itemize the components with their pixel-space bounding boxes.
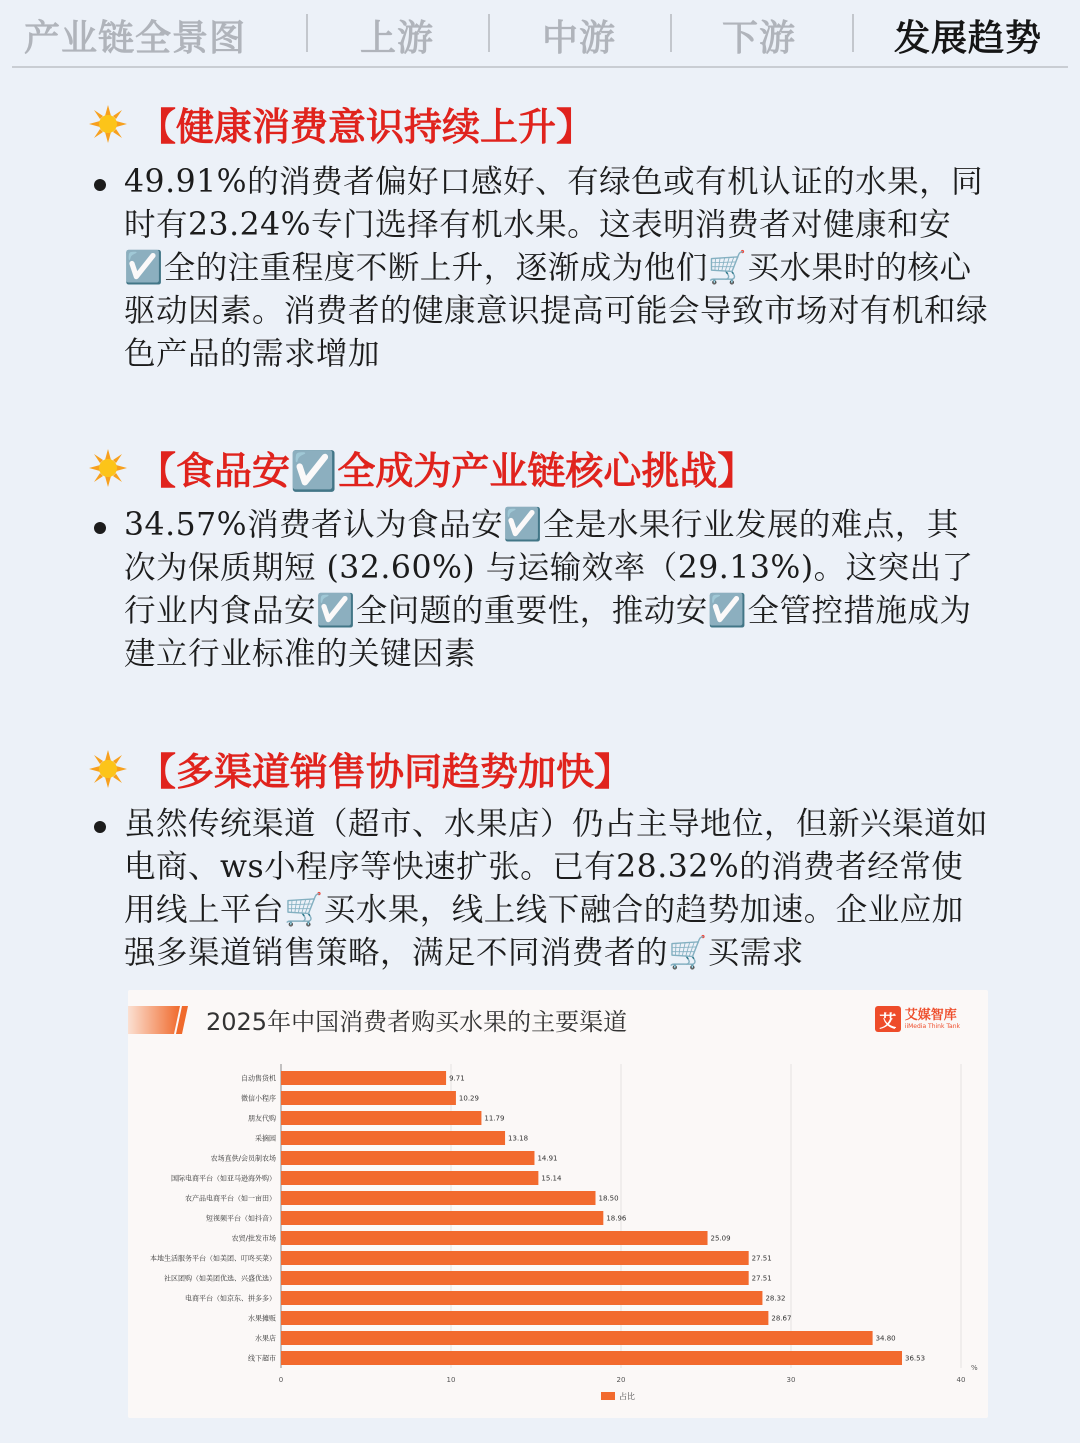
data-label: 28.32 xyxy=(765,1294,786,1303)
category-label: 采摘园 xyxy=(255,1134,276,1143)
bar xyxy=(281,1351,902,1365)
bar xyxy=(281,1271,749,1285)
category-label: 线下超市 xyxy=(248,1354,276,1363)
x-unit-label: % xyxy=(971,1364,978,1372)
chart-title: 2025年中国消费者购买水果的主要渠道 xyxy=(206,1008,628,1036)
data-label: 36.53 xyxy=(905,1354,926,1363)
nav-separator xyxy=(488,14,490,52)
category-label: 本地生活服务平台（如美团、叮咚买菜） xyxy=(150,1254,276,1263)
category-label: 短视频平台（如抖音） xyxy=(206,1214,276,1223)
brand-english-name: iiMedia Think Tank xyxy=(904,1022,960,1030)
bar xyxy=(281,1171,538,1185)
nav-separator xyxy=(852,14,854,52)
data-label: 28.67 xyxy=(771,1314,792,1323)
category-label: 农产品电商平台（如一亩田） xyxy=(185,1194,276,1203)
title-accent-stripe xyxy=(128,1006,180,1034)
section-heading-health xyxy=(88,96,594,151)
x-tick-label: 10 xyxy=(446,1376,456,1384)
x-tick-label: 40 xyxy=(956,1376,966,1384)
category-label: 国际电商平台（如亚马逊海外购） xyxy=(171,1174,276,1183)
x-tick-label: 20 xyxy=(616,1376,626,1384)
tab-downstream[interactable]: 下游 xyxy=(722,17,797,59)
bar xyxy=(281,1131,505,1145)
legend-label: 占比 xyxy=(619,1392,635,1401)
nav-separator xyxy=(306,14,308,52)
bullet-dot xyxy=(94,179,106,191)
bar-chart xyxy=(128,990,988,1418)
data-label: 11.79 xyxy=(484,1114,505,1123)
category-label: 朋友代购 xyxy=(248,1114,276,1123)
category-label: 微信小程序 xyxy=(241,1094,276,1103)
chart-card xyxy=(128,990,988,1418)
bar xyxy=(281,1251,749,1265)
data-label: 34.80 xyxy=(875,1334,896,1343)
plot-area xyxy=(150,1064,978,1401)
bar xyxy=(281,1211,603,1225)
brand-name: 艾媒智库 xyxy=(904,1007,957,1023)
tab-industry-chain-overview[interactable]: 产业链全景图 xyxy=(24,17,247,59)
legend-swatch xyxy=(601,1392,615,1400)
sun-icon xyxy=(88,749,128,789)
section-paragraph: 34.57%消费者认为食品安☑️全是水果行业发展的难点，其次为保质期短 (32.60%) 与运输效率（29.13%)。这突出了行业内食品安☑️全问题的重要性，推动安☑️全管控措施成为建立行业标准的关键因素 xyxy=(124,507,974,672)
category-label: 水果店 xyxy=(255,1334,276,1343)
data-label: 15.14 xyxy=(541,1174,562,1183)
section-body-multichannel xyxy=(90,803,990,975)
data-label: 25.09 xyxy=(710,1234,731,1243)
section-title: 【食品安☑️全成为产业链核心挑战】 xyxy=(138,448,756,493)
section-paragraph: 49.91%的消费者偏好口感好、有绿色或有机认证的水果，同时有23.24%专门选择有机水果。这表明消费者对健康和安☑️全的注重程度不断上升，逐渐成为他们🛒买水果时的核心驱动因素。消费者的健康意识提高可能会导致市场对有机和绿色产品的需求增加 xyxy=(124,164,989,372)
bar xyxy=(281,1311,768,1325)
sun-icon xyxy=(88,448,128,488)
tab-development-trends[interactable]: 发展趋势 xyxy=(894,17,1043,59)
category-label: 社区团购（如美团优选、兴盛优选） xyxy=(164,1274,276,1283)
brand-logo-icon: 艾 xyxy=(875,1006,901,1032)
data-label: 27.51 xyxy=(751,1254,772,1263)
tab-midstream[interactable]: 中游 xyxy=(542,17,617,59)
data-label: 18.50 xyxy=(598,1194,619,1203)
category-label: 农场直供/会员制农场 xyxy=(210,1154,276,1163)
section-title: 【多渠道销售协同趋势加快】 xyxy=(138,749,633,794)
bar xyxy=(281,1291,762,1305)
section-heading-multichannel xyxy=(88,741,632,796)
category-label: 水果摊贩 xyxy=(248,1314,276,1323)
nav-divider xyxy=(12,66,1068,68)
section-title: 【健康消费意识持续上升】 xyxy=(138,104,595,149)
section-body-food-safety xyxy=(90,504,990,676)
sun-icon xyxy=(88,104,128,144)
bar xyxy=(281,1231,708,1245)
bullet-dot xyxy=(94,522,106,534)
category-label: 电商平台（如京东、拼多多） xyxy=(185,1294,276,1303)
category-label: 自动售货机 xyxy=(241,1074,276,1083)
tab-upstream[interactable]: 上游 xyxy=(360,17,435,59)
nav-separator xyxy=(670,14,672,52)
data-label: 9.71 xyxy=(449,1074,465,1083)
bar xyxy=(281,1071,446,1085)
category-label: 农贸/批发市场 xyxy=(231,1234,276,1243)
section-paragraph: 虽然传统渠道（超市、水果店）仍占主导地位，但新兴渠道如电商、ws小程序等快速扩张。已有28.32%的消费者经常使用线上平台🛒买水果，线上线下融合的趋势加速。企业应加强多渠道销售策略，满足不同消费者的🛒买需求 xyxy=(124,806,989,971)
data-label: 14.91 xyxy=(537,1154,558,1163)
top-navigation xyxy=(0,0,1080,66)
data-label: 27.51 xyxy=(751,1274,772,1283)
x-tick-label: 30 xyxy=(786,1376,796,1384)
section-body-health xyxy=(90,161,990,376)
data-label: 10.29 xyxy=(458,1094,479,1103)
x-tick-label: 0 xyxy=(278,1376,284,1384)
section-heading-food-safety xyxy=(88,440,755,495)
data-label: 13.18 xyxy=(508,1134,529,1143)
bar xyxy=(281,1091,456,1105)
bar xyxy=(281,1191,596,1205)
bar xyxy=(281,1151,534,1165)
bar xyxy=(281,1331,873,1345)
bullet-dot xyxy=(94,821,106,833)
bar xyxy=(281,1111,481,1125)
data-label: 18.96 xyxy=(606,1214,627,1223)
chart-brand xyxy=(875,1006,960,1032)
